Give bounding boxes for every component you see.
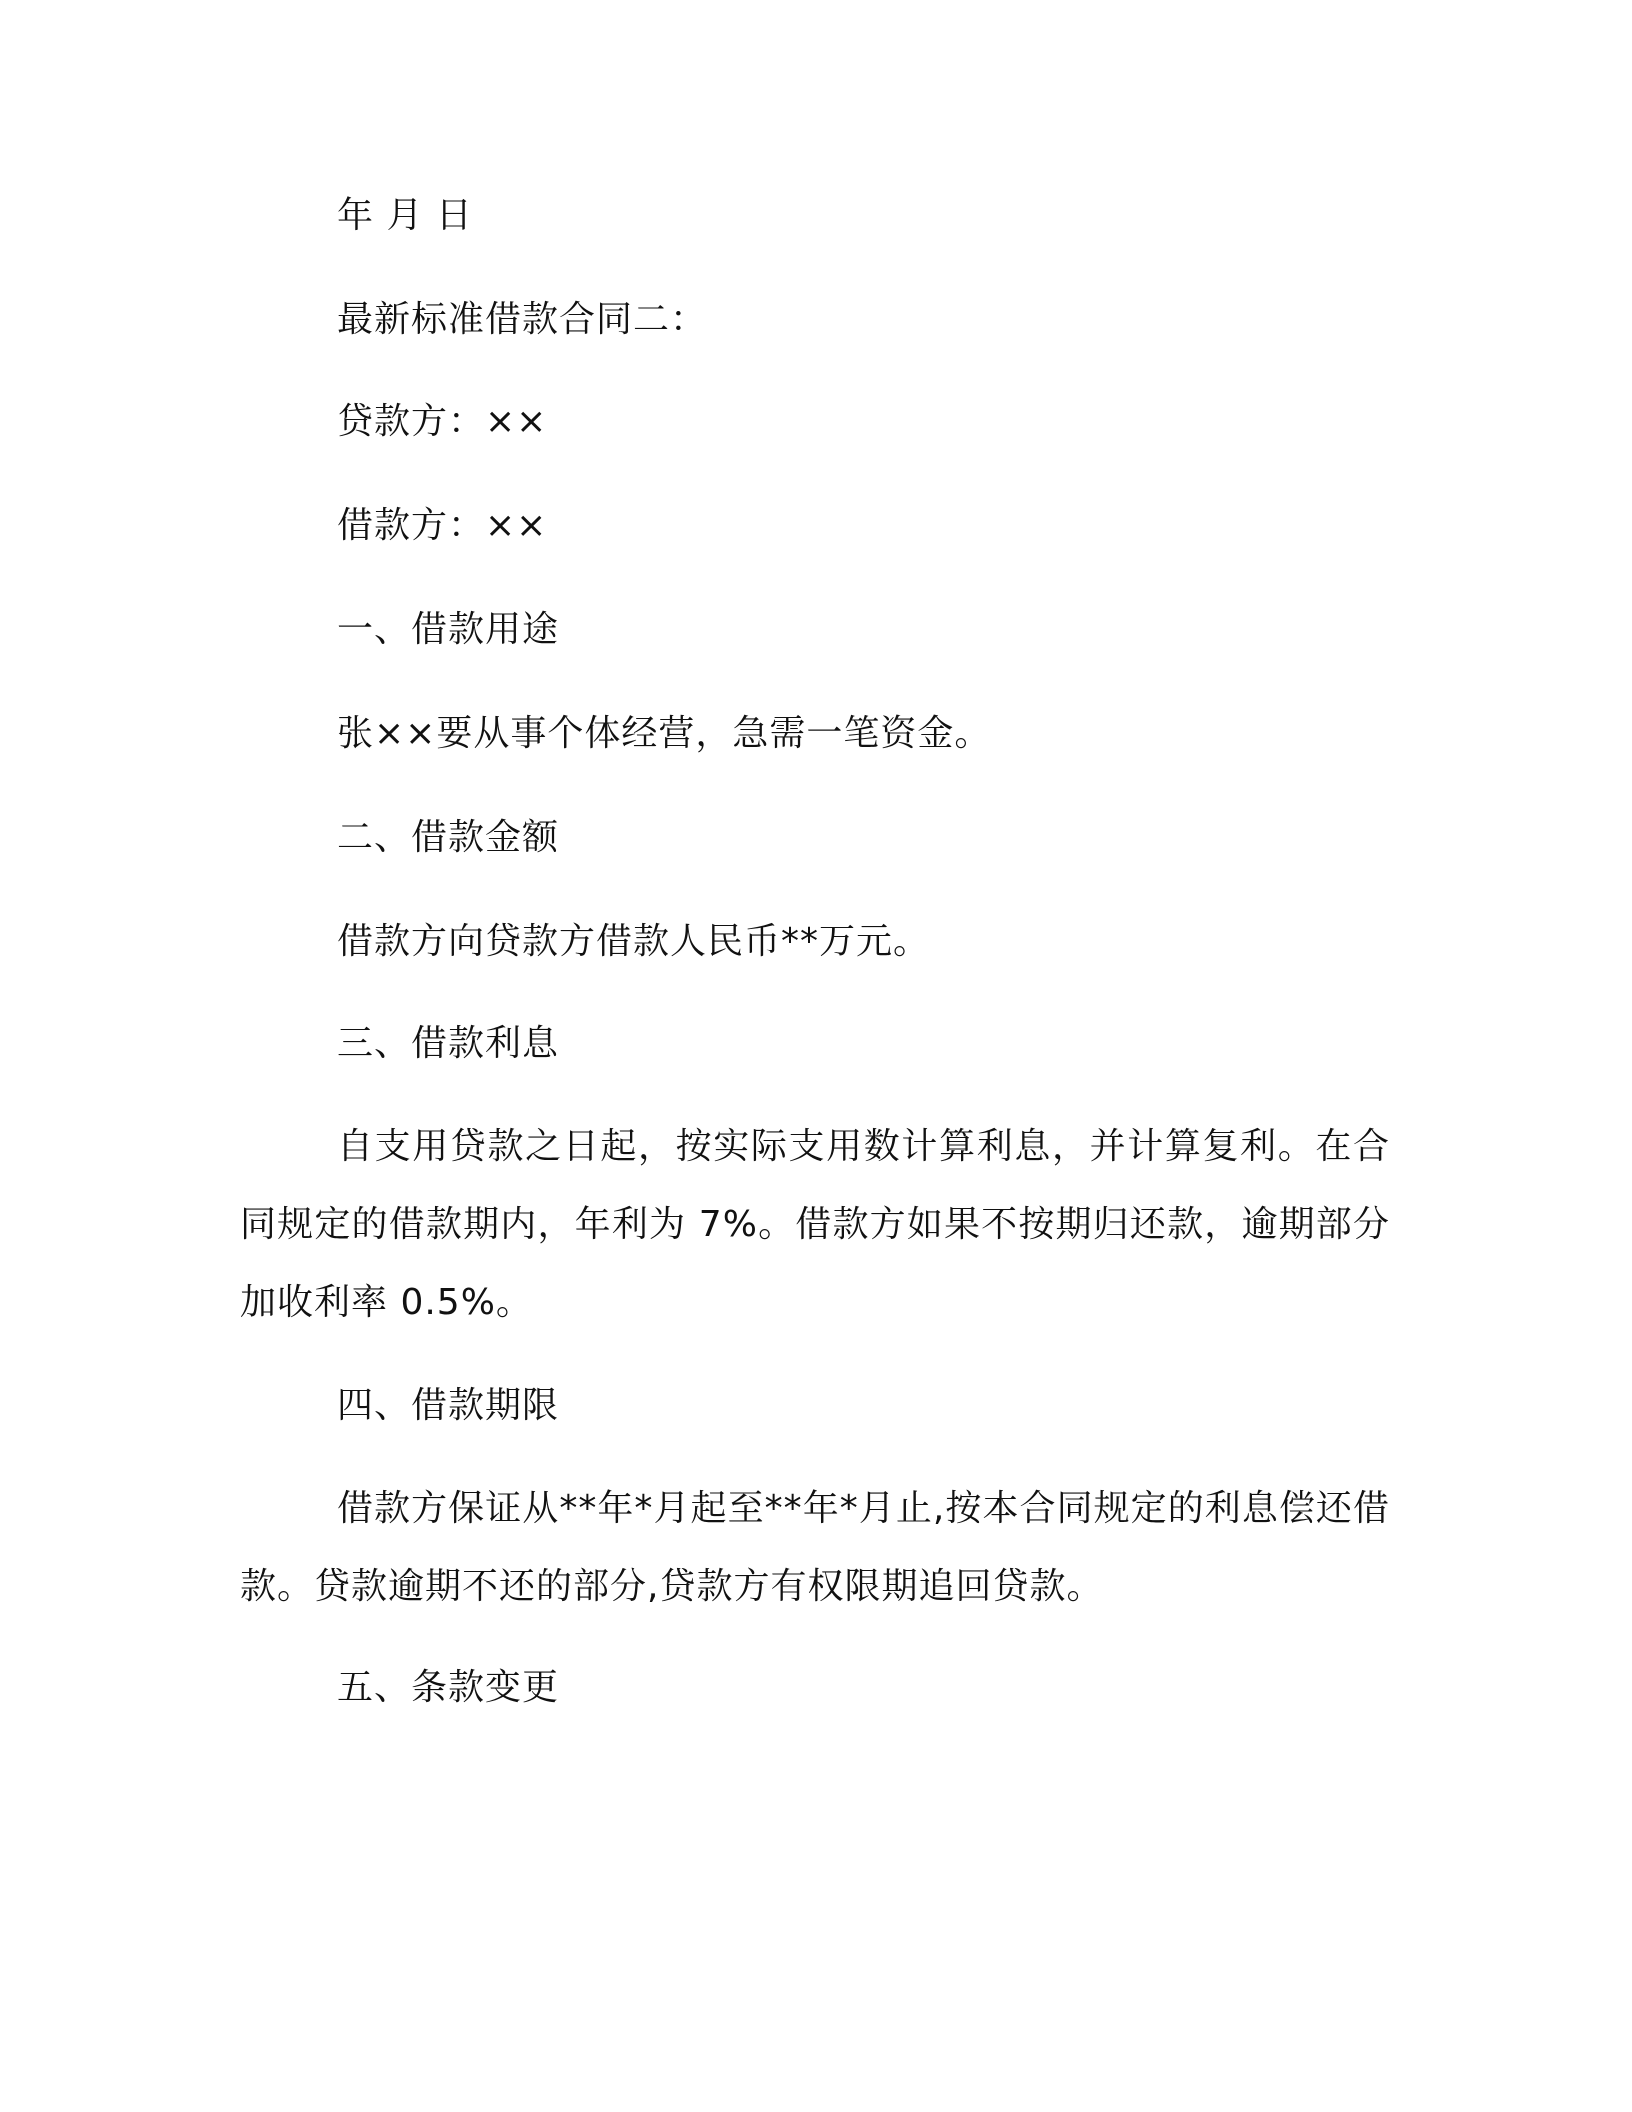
borrower-line: 借款方：××	[337, 505, 548, 546]
contract-title: 最新标准借款合同二：	[337, 299, 708, 340]
section-heading-amount: 二、借款金额	[337, 817, 560, 858]
date-line: 年 月 日	[337, 195, 473, 236]
lender-line: 贷款方：××	[337, 401, 548, 442]
section-heading-changes: 五、条款变更	[337, 1667, 560, 1708]
section-heading-purpose: 一、借款用途	[337, 609, 560, 650]
section-heading-interest: 三、借款利息	[337, 1023, 560, 1064]
section-body-interest: 自支用贷款之日起，按实际支用数计算利息，并计算复利。在合同规定的借款期内，年利为 7%。借款方如果不按期归还款，逾期部分加收利率 0.5%。	[240, 1126, 1390, 1323]
section-body-purpose: 张××要从事个体经营，急需一笔资金。	[337, 713, 992, 754]
section-body-amount: 借款方向贷款方借款人民币**万元。	[337, 921, 931, 962]
section-heading-term: 四、借款期限	[337, 1385, 560, 1426]
section-body-term: 借款方保证从**年*月起至**年*月止,按本合同规定的利息偿还借款。贷款逾期不还的部分,贷款方有权限期追回贷款。	[240, 1488, 1390, 1607]
